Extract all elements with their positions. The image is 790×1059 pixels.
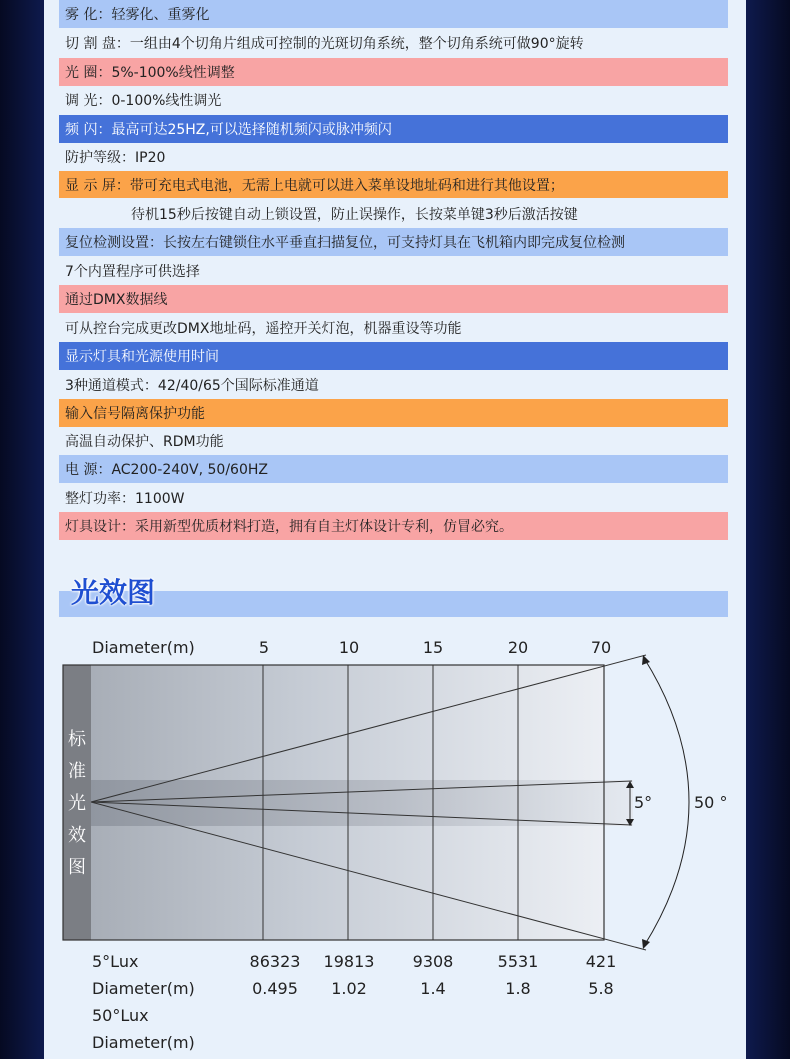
distance-label: 10 <box>338 638 360 657</box>
side-label-char: 光 <box>68 793 86 814</box>
side-label-char: 效 <box>68 825 86 846</box>
table-cell: 421 <box>585 952 617 971</box>
table-cell: 19813 <box>323 952 375 971</box>
wide-angle-arrow <box>642 939 650 949</box>
spec-row: 电 源：AC200-240V, 50/60HZ <box>59 455 728 483</box>
spec-row: 输入信号隔离保护功能 <box>59 399 728 427</box>
section-header-bar <box>59 591 728 617</box>
wide-angle-label: 50 ° <box>694 793 728 812</box>
page-frame-left <box>0 0 44 1059</box>
section-title: 光效图 <box>71 576 156 609</box>
table-row-label: Diameter(m) <box>92 979 195 998</box>
side-label-char: 标 <box>68 729 86 750</box>
spec-row: 高温自动保护、RDM功能 <box>65 434 224 450</box>
spec-row: 复位检测设置：长按左右键锁住水平垂直扫描复位，可支持灯具在飞机箱内即完成复位检测 <box>59 228 728 256</box>
table-cell: 9308 <box>412 952 454 971</box>
table-row-label: Diameter(m) <box>92 1033 195 1052</box>
side-label-char: 图 <box>68 857 86 878</box>
spec-row: 显示灯具和光源使用时间 <box>59 342 728 370</box>
distance-label: 15 <box>422 638 444 657</box>
spec-row: 7个内置程序可供选择 <box>65 264 200 280</box>
table-cell: 1.4 <box>420 979 446 998</box>
spec-row: 雾 化：轻雾化、重雾化 <box>59 0 728 28</box>
table-cell: 5.8 <box>588 979 614 998</box>
spec-row: 显 示 屏：带可充电式电池，无需上电就可以进入菜单设地址码和进行其他设置； <box>59 171 728 198</box>
section-header <box>59 561 728 617</box>
beam-diagram <box>44 620 746 1059</box>
distance-label: 5 <box>258 638 270 657</box>
spec-row: 3种通道模式：42/40/65个国际标准通道 <box>65 378 319 394</box>
side-label-char: 准 <box>68 761 86 782</box>
narrow-angle-label: 5° <box>634 793 653 812</box>
spec-row: 频 闪：最高可达25HZ,可以选择随机频闪或脉冲频闪 <box>59 115 728 143</box>
distance-label: 70 <box>590 638 612 657</box>
table-row-label: 50°Lux <box>92 1006 149 1025</box>
narrow-beam-band <box>91 780 633 826</box>
spec-row: 通过DMX数据线 <box>59 285 728 313</box>
table-cell: 86323 <box>249 952 301 971</box>
table-cell: 1.02 <box>331 979 367 998</box>
table-cell: 1.8 <box>505 979 531 998</box>
page-frame-right <box>746 0 790 1059</box>
spec-row: 调 光：0-100%线性调光 <box>65 93 222 109</box>
spec-row: 光 圈：5%-100%线性调整 <box>59 58 728 86</box>
diameter-header: Diameter(m) <box>92 638 195 657</box>
spec-row: 防护等级：IP20 <box>65 150 166 166</box>
table-row-label: 5°Lux <box>92 952 139 971</box>
distance-label: 20 <box>507 638 529 657</box>
wide-angle-arrow <box>642 655 650 665</box>
table-cell: 5531 <box>497 952 539 971</box>
spec-row: 整灯功率：1100W <box>65 491 185 507</box>
spec-row: 可从控台完成更改DMX地址码，遥控开关灯泡，机器重设等功能 <box>65 321 462 337</box>
table-cell: 0.495 <box>252 979 298 998</box>
spec-row: 灯具设计：采用新型优质材料打造，拥有自主灯体设计专利，仿冒必究。 <box>59 512 728 540</box>
content-panel <box>44 0 746 1059</box>
spec-row: 切 割 盘：一组由4个切角片组成可控制的光斑切角系统，整个切角系统可做90°旋转 <box>65 36 584 52</box>
spec-row: 待机15秒后按键自动上锁设置，防止误操作，长按菜单键3秒后激活按键 <box>131 207 578 223</box>
